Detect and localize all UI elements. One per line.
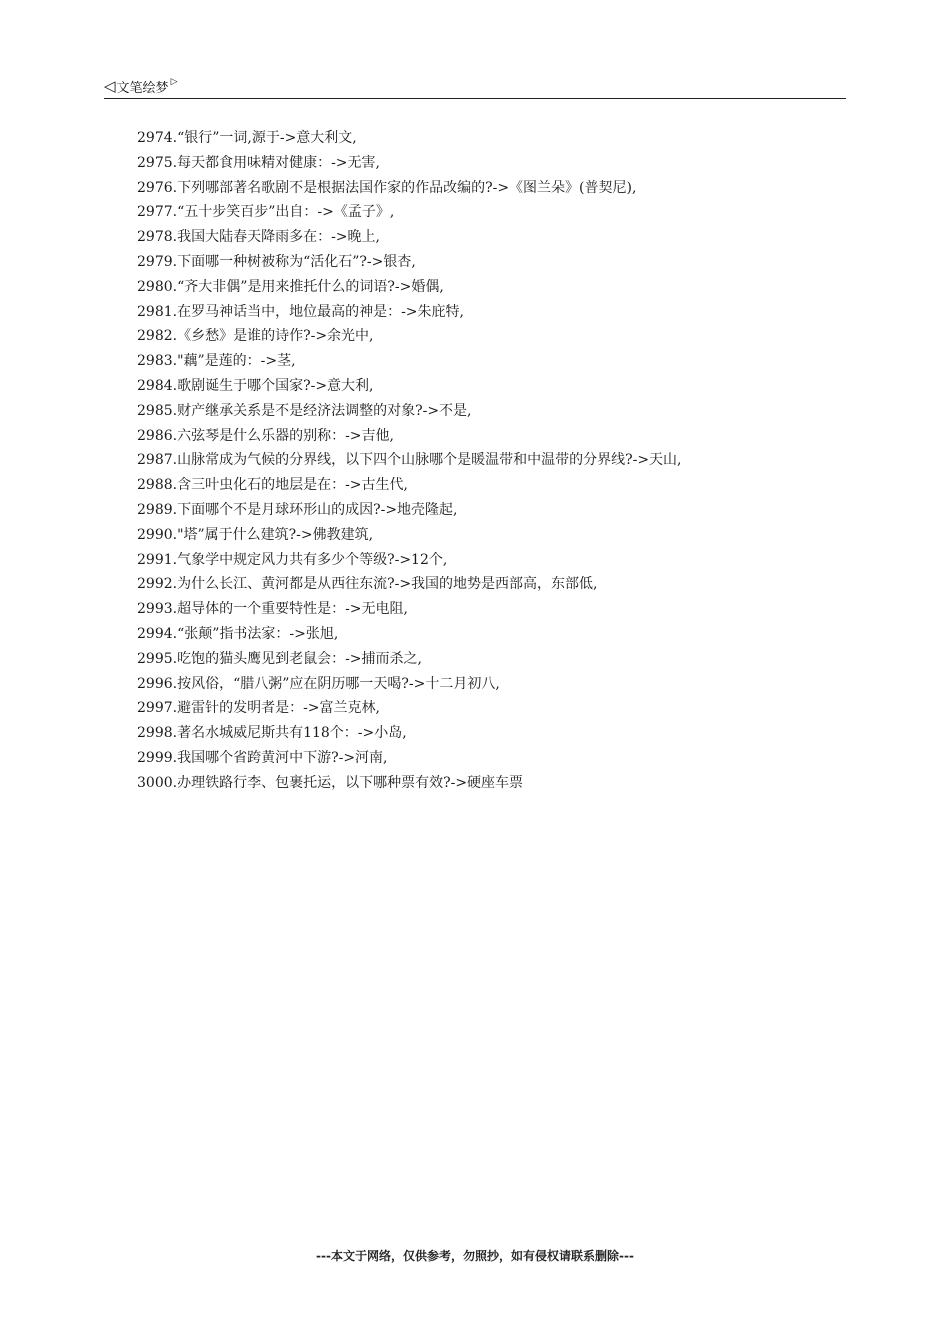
qa-item: 2982.《乡愁》是谁的诗作?->余光中, xyxy=(137,328,374,345)
qa-item: 2999.我国哪个省跨黄河中下游?->河南, xyxy=(137,749,388,766)
qa-item: 2977.“五十步笑百步”出自：->《孟子》, xyxy=(137,204,395,221)
page-header xyxy=(104,74,846,99)
qa-item: 2984.歌剧诞生于哪个国家?->意大利, xyxy=(137,377,374,394)
triangle-left-icon: ◁ xyxy=(104,77,116,95)
qa-item: 2997.避雷针的发明者是：->富兰克林, xyxy=(137,700,380,717)
qa-item: 2974.“银行”一词,源于->意大利文, xyxy=(137,130,357,146)
qa-item: 2995.吃饱的猫头鹰见到老鼠会：->捕而杀之, xyxy=(137,650,422,667)
qa-list xyxy=(137,126,682,796)
qa-item: 2991.气象学中规定风力共有多少个等级?->12个, xyxy=(137,551,448,568)
qa-item: 2976.下列哪部著名歌剧不是根据法国作家的作品改编的?->《图兰朵》(普契尼), xyxy=(137,179,637,196)
qa-item: 2992.为什么长江、黄河都是从西往东流?->我国的地势是西部高，东部低, xyxy=(137,576,598,593)
qa-item: 2988.含三叶虫化石的地层是在：->古生代, xyxy=(137,477,408,494)
page-footer: ---本文于网络，仅供参考，勿照抄，如有侵权请联系删除--- xyxy=(316,1249,634,1263)
qa-item: 2994.“张颠”指书法家：->张旭, xyxy=(137,625,339,642)
qa-item: 2985.财产继承关系是不是经济法调整的对象?->不是, xyxy=(137,402,472,419)
brand-text: 文笔绘梦 xyxy=(116,81,169,96)
qa-item: 2996.按风俗，“腊八粥”应在阴历哪一天喝?->十二月初八, xyxy=(137,675,500,692)
qa-item: 2989.下面哪个不是月球环形山的成因?->地壳隆起, xyxy=(137,501,458,518)
header-brand xyxy=(104,77,177,96)
qa-item: 2993.超导体的一个重要特性是：->无电阻, xyxy=(137,601,408,618)
qa-item: 2983."藕”是莲的：->茎, xyxy=(137,353,296,370)
qa-item: 2978.我国大陆春天降雨多在：->晚上, xyxy=(137,229,380,246)
qa-item: 2986.六弦琴是什么乐器的别称：->吉他, xyxy=(137,427,394,444)
qa-item: 2987.山脉常成为气候的分界线，以下四个山脉哪个是暖温带和中温带的分界线?->天山, xyxy=(137,452,682,469)
qa-item: 2990."塔”属于什么建筑?->佛教建筑, xyxy=(137,526,374,543)
triangle-right-icon: ▷ xyxy=(170,77,178,87)
qa-item: 2998.著名水城威尼斯共有118个：->小岛, xyxy=(137,725,407,742)
qa-item: 2979.下面哪一种树被称为“活化石”?->银杏, xyxy=(137,253,416,270)
qa-item: 2980.“齐大非偶”是用来推托什么的词语?->婚偶, xyxy=(137,278,444,295)
qa-item: 2975.每天都食用味精对健康：->无害, xyxy=(137,154,380,171)
qa-item: 2981.在罗马神话当中，地位最高的神是：->朱庇特, xyxy=(137,303,464,320)
qa-item: 3000.办理铁路行李、包裹托运，以下哪种票有效?->硬座车票 xyxy=(137,774,524,791)
